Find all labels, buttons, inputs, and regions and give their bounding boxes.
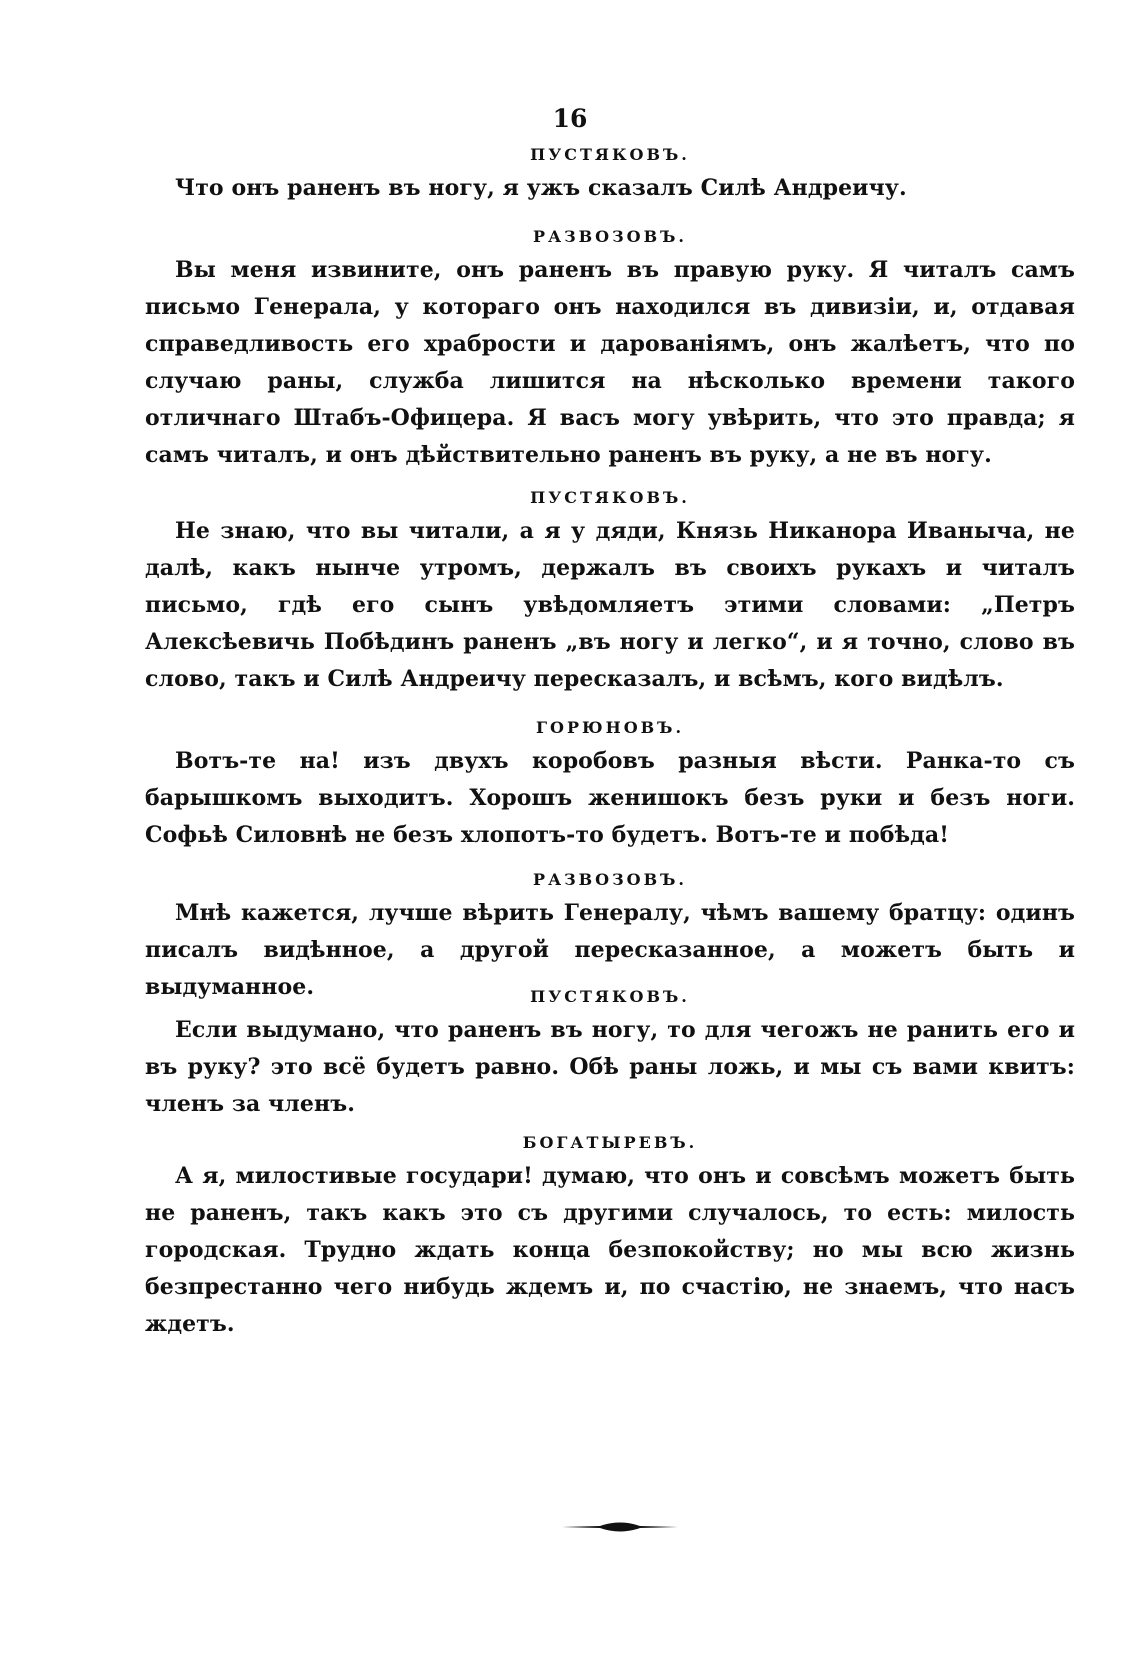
speech-block-6 bbox=[145, 982, 1075, 1123]
speech-text: А я, милостивые государи! думаю, что онъ и совсѣмъ можетъ быть не раненъ, такъ какъ это съ другими случалось, то есть: милость городская. Трудно ждать конца безпокойству; но мы всю жизнь безпрестанно чего нибудь ждемъ и, по счастію, не знаемъ, что насъ ждетъ. bbox=[145, 1163, 1075, 1337]
speech-text: Если выдумано, что раненъ въ ногу, то для чегожъ не ранить его и въ руку? это всё будетъ равно. Обѣ раны ложь, и мы съ вами квитъ: членъ за членъ. bbox=[145, 1017, 1075, 1117]
end-ornament-icon bbox=[560, 1519, 680, 1535]
speech-text: Не знаю, что вы читали, а я у дяди, Князь Никанора Иваныча, не далѣ, какъ нынче утромъ, держалъ въ своихъ рукахъ и читалъ письмо, гдѣ его сынъ увѣдомляетъ этими словами: „Петръ Алексѣевичь Побѣдинъ раненъ „въ ногу и легко“, и я точно, слово въ слово, такъ и Силѣ Андреичу пересказалъ, и всѣмъ, кого видѣлъ. bbox=[145, 518, 1075, 692]
speech-block-2 bbox=[145, 222, 1075, 474]
speech-text: Вотъ-те на! изъ двухъ коробовъ разныя вѣсти. Ранка-то съ барышкомъ выходитъ. Хорошъ женишокъ безъ руки и безъ ноги. Софьѣ Силовнѣ не безъ хлопотъ-то будетъ. Вотъ-те и побѣда! bbox=[145, 748, 1075, 848]
speaker-name: РАЗВОЗОВЪ. bbox=[533, 870, 687, 889]
speaker-name: ПУСТЯКОВЪ. bbox=[530, 488, 690, 507]
speech-block-4 bbox=[145, 713, 1075, 854]
speech-text: Мнѣ кажется, лучше вѣрить Генералу, чѣмъ вашему братцу: одинъ писалъ видѣнное, а другой пересказанное, а можетъ быть и выдуманное. bbox=[145, 900, 1075, 1000]
speech-block-3 bbox=[145, 483, 1075, 698]
speaker-name: РАЗВОЗОВЪ. bbox=[533, 227, 687, 246]
speaker-name: БОГАТЫРЕВЪ. bbox=[522, 1133, 698, 1152]
page-number: 16 bbox=[552, 104, 588, 133]
speech-block-7 bbox=[145, 1128, 1075, 1343]
speaker-name: ГОРЮНОВЪ. bbox=[535, 718, 685, 737]
speaker-name: ПУСТЯКОВЪ. bbox=[530, 987, 690, 1006]
speaker-name: ПУСТЯКОВЪ. bbox=[530, 145, 690, 164]
speech-text: Что онъ раненъ въ ногу, я ужъ сказалъ Силѣ Андреичу. bbox=[175, 175, 907, 201]
speech-block-1 bbox=[145, 140, 1075, 207]
speech-text: Вы меня извините, онъ раненъ въ правую руку. Я читалъ самъ письмо Генерала, у котораго онъ находился въ дивизіи, и, отдавая справедливость его храбрости и дарованіямъ, онъ жалѣетъ, что по случаю раны, служба лишится на нѣсколько времени такого отличнаго Штабъ-Офицера. Я васъ могу увѣрить, что это правда; я самъ читалъ, и онъ дѣйствительно раненъ въ руку, а не въ ногу. bbox=[145, 257, 1075, 468]
